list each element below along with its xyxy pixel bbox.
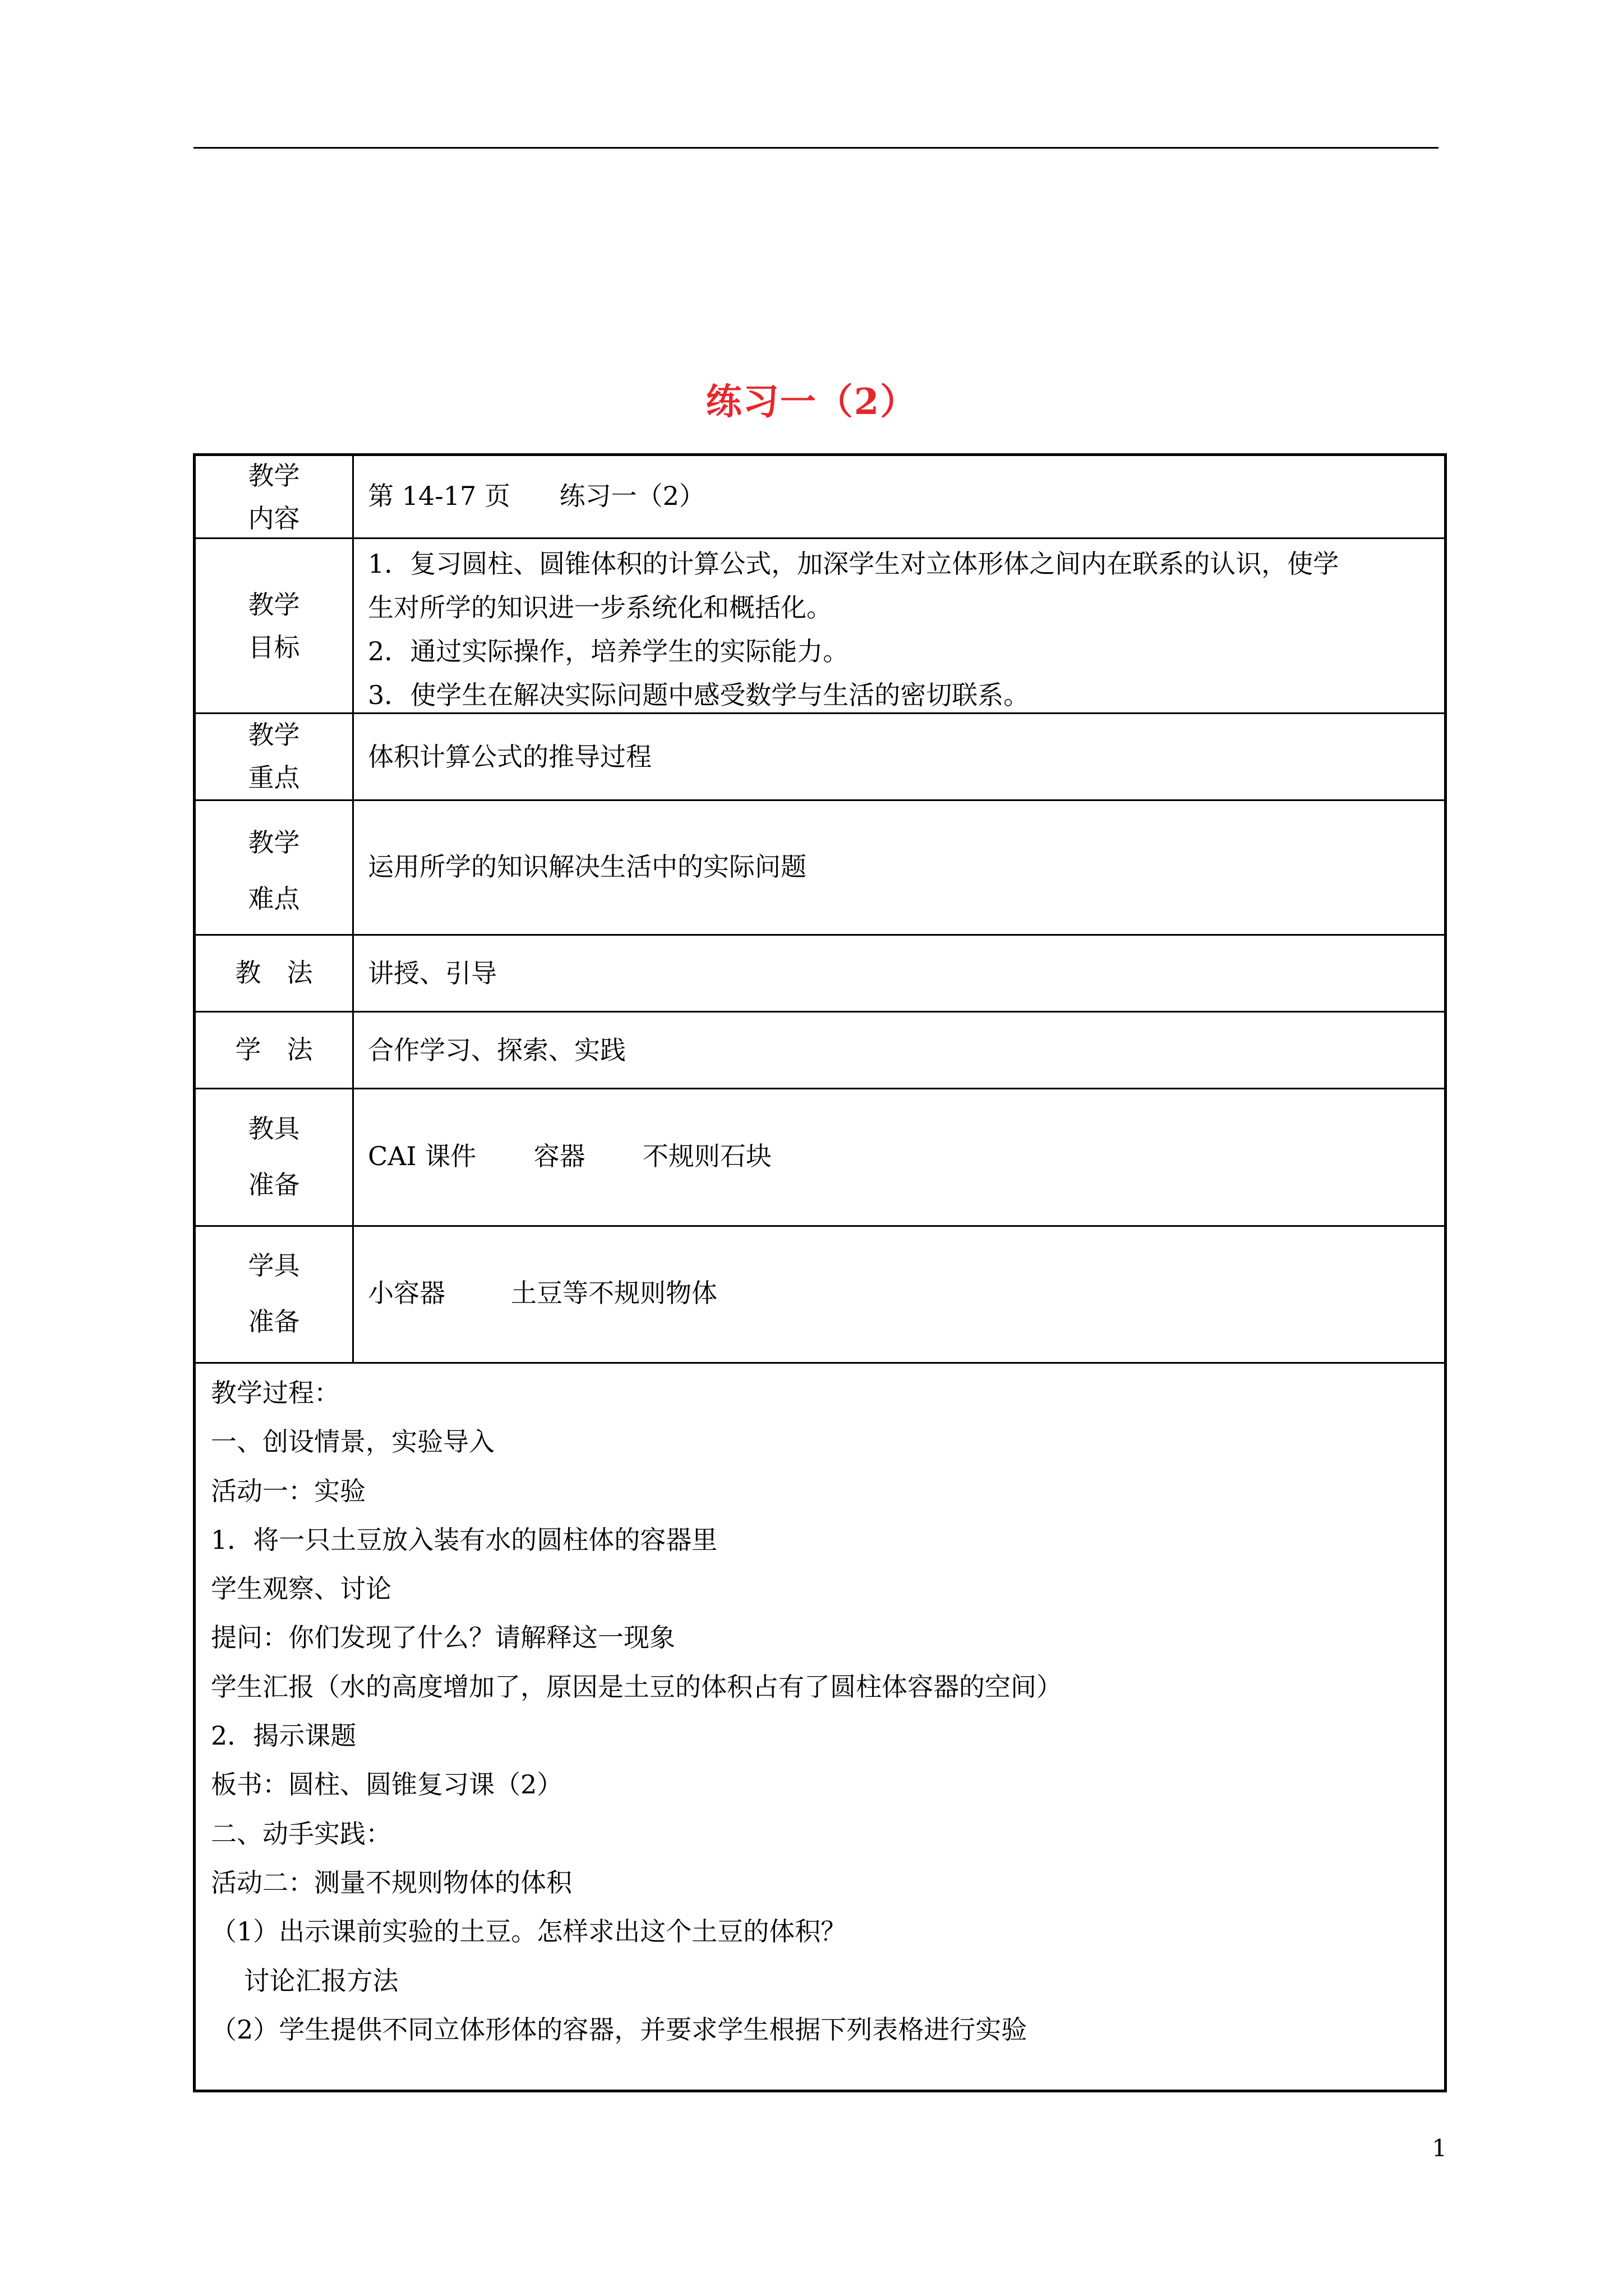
label-line: 教具 [248, 1114, 300, 1144]
header-rule [193, 147, 1438, 149]
row-label-teaching-aids [196, 1101, 352, 1213]
table-row-divider [193, 1011, 1447, 1013]
table-row-divider [193, 1225, 1447, 1227]
row-value-teaching-difficulty [368, 845, 1433, 889]
row-label-teaching-method [196, 951, 352, 994]
process-line: 活动二：测量不规则物体的体积 [211, 1867, 572, 1898]
value-line: 运用所学的知识解决生活中的实际问题 [368, 852, 806, 882]
label-line: 学具 [248, 1250, 300, 1281]
table-row-divider [193, 1362, 1447, 1364]
process-line: 2．揭示课题 [211, 1720, 357, 1751]
table-row-divider [193, 1088, 1447, 1089]
label-line: 目标 [248, 632, 300, 662]
value-line: 体积计算公式的推导过程 [368, 742, 652, 772]
row-value-teaching-method [368, 951, 1433, 995]
process-line: （2）学生提供不同立体形体的容器，并要求学生根据下列表格进行实验 [211, 2014, 1027, 2045]
row-label-learning-aids [196, 1237, 352, 1350]
label-line: 教 法 [235, 958, 313, 988]
row-value-teaching-key-point [368, 735, 1433, 779]
goal-line: 生对所学的知识进一步系统化和概括化。 [368, 592, 832, 623]
row-value-teaching-content [368, 474, 1433, 518]
table-row-divider [193, 934, 1447, 936]
teaching-process-section [211, 1369, 1433, 2054]
page-number: 1 [1432, 2134, 1447, 2162]
process-line: 二、动手实践： [211, 1818, 391, 1849]
row-label-teaching-difficulty [196, 815, 352, 927]
process-heading: 教学过程： [211, 1378, 340, 1408]
process-line: 1．将一只土豆放入装有水的圆柱体的容器里 [211, 1524, 718, 1555]
row-label-teaching-goals [196, 583, 352, 669]
label-line: 教学 [248, 590, 300, 620]
value-line: CAI 课件 容器 不规则石块 [368, 1141, 772, 1171]
goal-line: 2．通过实际操作，培养学生的实际能力。 [368, 636, 849, 666]
row-value-learning-method [368, 1028, 1433, 1072]
label-line: 内容 [248, 503, 300, 533]
process-line: 学生观察、讨论 [211, 1573, 391, 1604]
table-row-divider [193, 537, 1447, 539]
row-value-learning-aids [368, 1271, 1433, 1315]
label-line: 准备 [248, 1170, 300, 1200]
row-label-teaching-key-point [196, 714, 352, 799]
value-line: 合作学习、探索、实践 [368, 1035, 626, 1065]
label-line: 难点 [248, 884, 300, 914]
process-line: 板书：圆柱、圆锥复习课（2） [211, 1769, 563, 1800]
label-line: 重点 [248, 762, 300, 793]
process-line: 讨论汇报方法 [211, 1965, 399, 1996]
label-line: 教学 [248, 461, 300, 491]
value-line: 第 14-17 页 练习一（2） [368, 481, 705, 511]
label-line: 教学 [248, 827, 300, 858]
process-line: 活动一：实验 [211, 1475, 366, 1506]
process-line: 提问：你们发现了什么？请解释这一现象 [211, 1622, 675, 1653]
row-value-teaching-aids [368, 1134, 1433, 1178]
row-label-teaching-content [196, 454, 352, 540]
process-line: （1）出示课前实验的土豆。怎样求出这个土豆的体积？ [211, 1916, 847, 1947]
label-line: 教学 [248, 720, 300, 750]
document-title: 练习一（2） [706, 381, 917, 423]
goal-line: 3．使学生在解决实际问题中感受数学与生活的密切联系。 [368, 680, 1030, 710]
row-value-teaching-goals [368, 542, 1433, 717]
value-line: 讲授、引导 [368, 958, 497, 988]
goal-line: 1．复习圆柱、圆锥体积的计算公式，加深学生对立体形体之间内在联系的认识，使学 [368, 549, 1339, 579]
process-line: 学生汇报（水的高度增加了，原因是土豆的体积占有了圆柱体容器的空间） [211, 1671, 1062, 1702]
table-row-divider [193, 799, 1447, 801]
process-line: 一、创设情景，实验导入 [211, 1427, 495, 1457]
row-label-learning-method [196, 1028, 352, 1071]
label-line: 准备 [248, 1306, 300, 1337]
value-line: 小容器 土豆等不规则物体 [368, 1278, 717, 1308]
label-line: 学 法 [235, 1034, 313, 1065]
